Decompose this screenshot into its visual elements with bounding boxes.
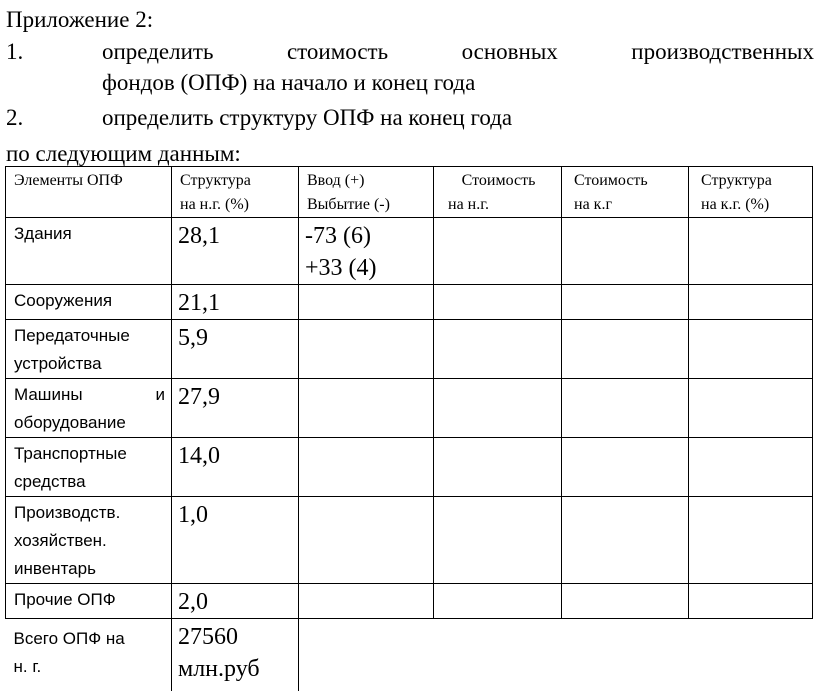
structure-end-cell <box>689 584 813 619</box>
table-row <box>6 497 813 584</box>
table-row <box>6 438 813 497</box>
cost-start-cell <box>434 584 562 619</box>
change-cell: -73 (6) +33 (4) <box>299 218 434 285</box>
element-cell: Прочие ОПФ <box>6 584 172 619</box>
element-cell: Сооружения <box>6 285 172 320</box>
change-cell <box>299 497 434 584</box>
structure-cell: 28,1 <box>172 218 299 285</box>
element-cell: Машины и оборудование <box>6 379 172 438</box>
table-row <box>6 584 813 619</box>
table-row <box>6 285 813 320</box>
cost-start-cell <box>434 497 562 584</box>
element-cell: Здания <box>6 218 172 285</box>
assets-table <box>5 166 813 691</box>
cost-end-cell <box>562 584 689 619</box>
structure-cell: 14,0 <box>172 438 299 497</box>
item-1-text: определить стоимость основных производственных <box>102 39 814 64</box>
change-cell <box>299 379 434 438</box>
header-input-output: Ввод (+) Выбытие (-) <box>299 167 434 218</box>
cost-end-cell <box>562 497 689 584</box>
structure-cell: 27,9 <box>172 379 299 438</box>
total-value-cell: 27560 млн.руб <box>172 619 299 691</box>
cost-end-cell <box>562 320 689 379</box>
change-cell <box>299 320 434 379</box>
total-label-cell: Всего ОПФ на н. г. <box>6 619 172 691</box>
element-cell: Производств. хозяйствен. инвентарь <box>6 497 172 584</box>
structure-end-cell <box>689 285 813 320</box>
structure-cell: 21,1 <box>172 285 299 320</box>
cost-end-cell <box>562 438 689 497</box>
header-structure-end: Структура на к.г. (%) <box>689 167 813 218</box>
table-total-row <box>6 619 813 691</box>
structure-end-cell <box>689 438 813 497</box>
cost-end-cell <box>562 379 689 438</box>
cost-end-cell <box>562 285 689 320</box>
change-cell <box>299 438 434 497</box>
element-cell: Транспортные средства <box>6 438 172 497</box>
structure-cell: 5,9 <box>172 320 299 379</box>
cost-start-cell <box>434 285 562 320</box>
table-header-row <box>6 167 813 218</box>
item-1-number: 1. <box>6 39 24 64</box>
intro-text: по следующим данным: <box>6 141 241 166</box>
change-cell <box>299 584 434 619</box>
structure-end-cell <box>689 379 813 438</box>
cost-start-cell <box>434 320 562 379</box>
item-1-text-continued: фондов (ОПФ) на начало и конец года <box>102 70 476 95</box>
item-2-text: определить структуру ОПФ на конец года <box>102 105 513 130</box>
header-cost-start: Стоимость на н.г. <box>434 167 562 218</box>
structure-cell: 2,0 <box>172 584 299 619</box>
table-row <box>6 379 813 438</box>
change-cell <box>299 285 434 320</box>
table-row <box>6 218 813 285</box>
structure-cell: 1,0 <box>172 497 299 584</box>
element-cell: Передаточные устройства <box>6 320 172 379</box>
table-row <box>6 320 813 379</box>
header-cost-end: Стоимость на к.г <box>562 167 689 218</box>
structure-end-cell <box>689 497 813 584</box>
item-2-number: 2. <box>6 105 24 130</box>
header-elements: Элементы ОПФ <box>6 167 172 218</box>
cost-start-cell <box>434 218 562 285</box>
structure-end-cell <box>689 320 813 379</box>
header-structure-start: Структура на н.г. (%) <box>172 167 299 218</box>
structure-end-cell <box>689 218 813 285</box>
cost-start-cell <box>434 438 562 497</box>
appendix-heading: Приложение 2: <box>6 7 154 32</box>
cost-start-cell <box>434 379 562 438</box>
cost-end-cell <box>562 218 689 285</box>
